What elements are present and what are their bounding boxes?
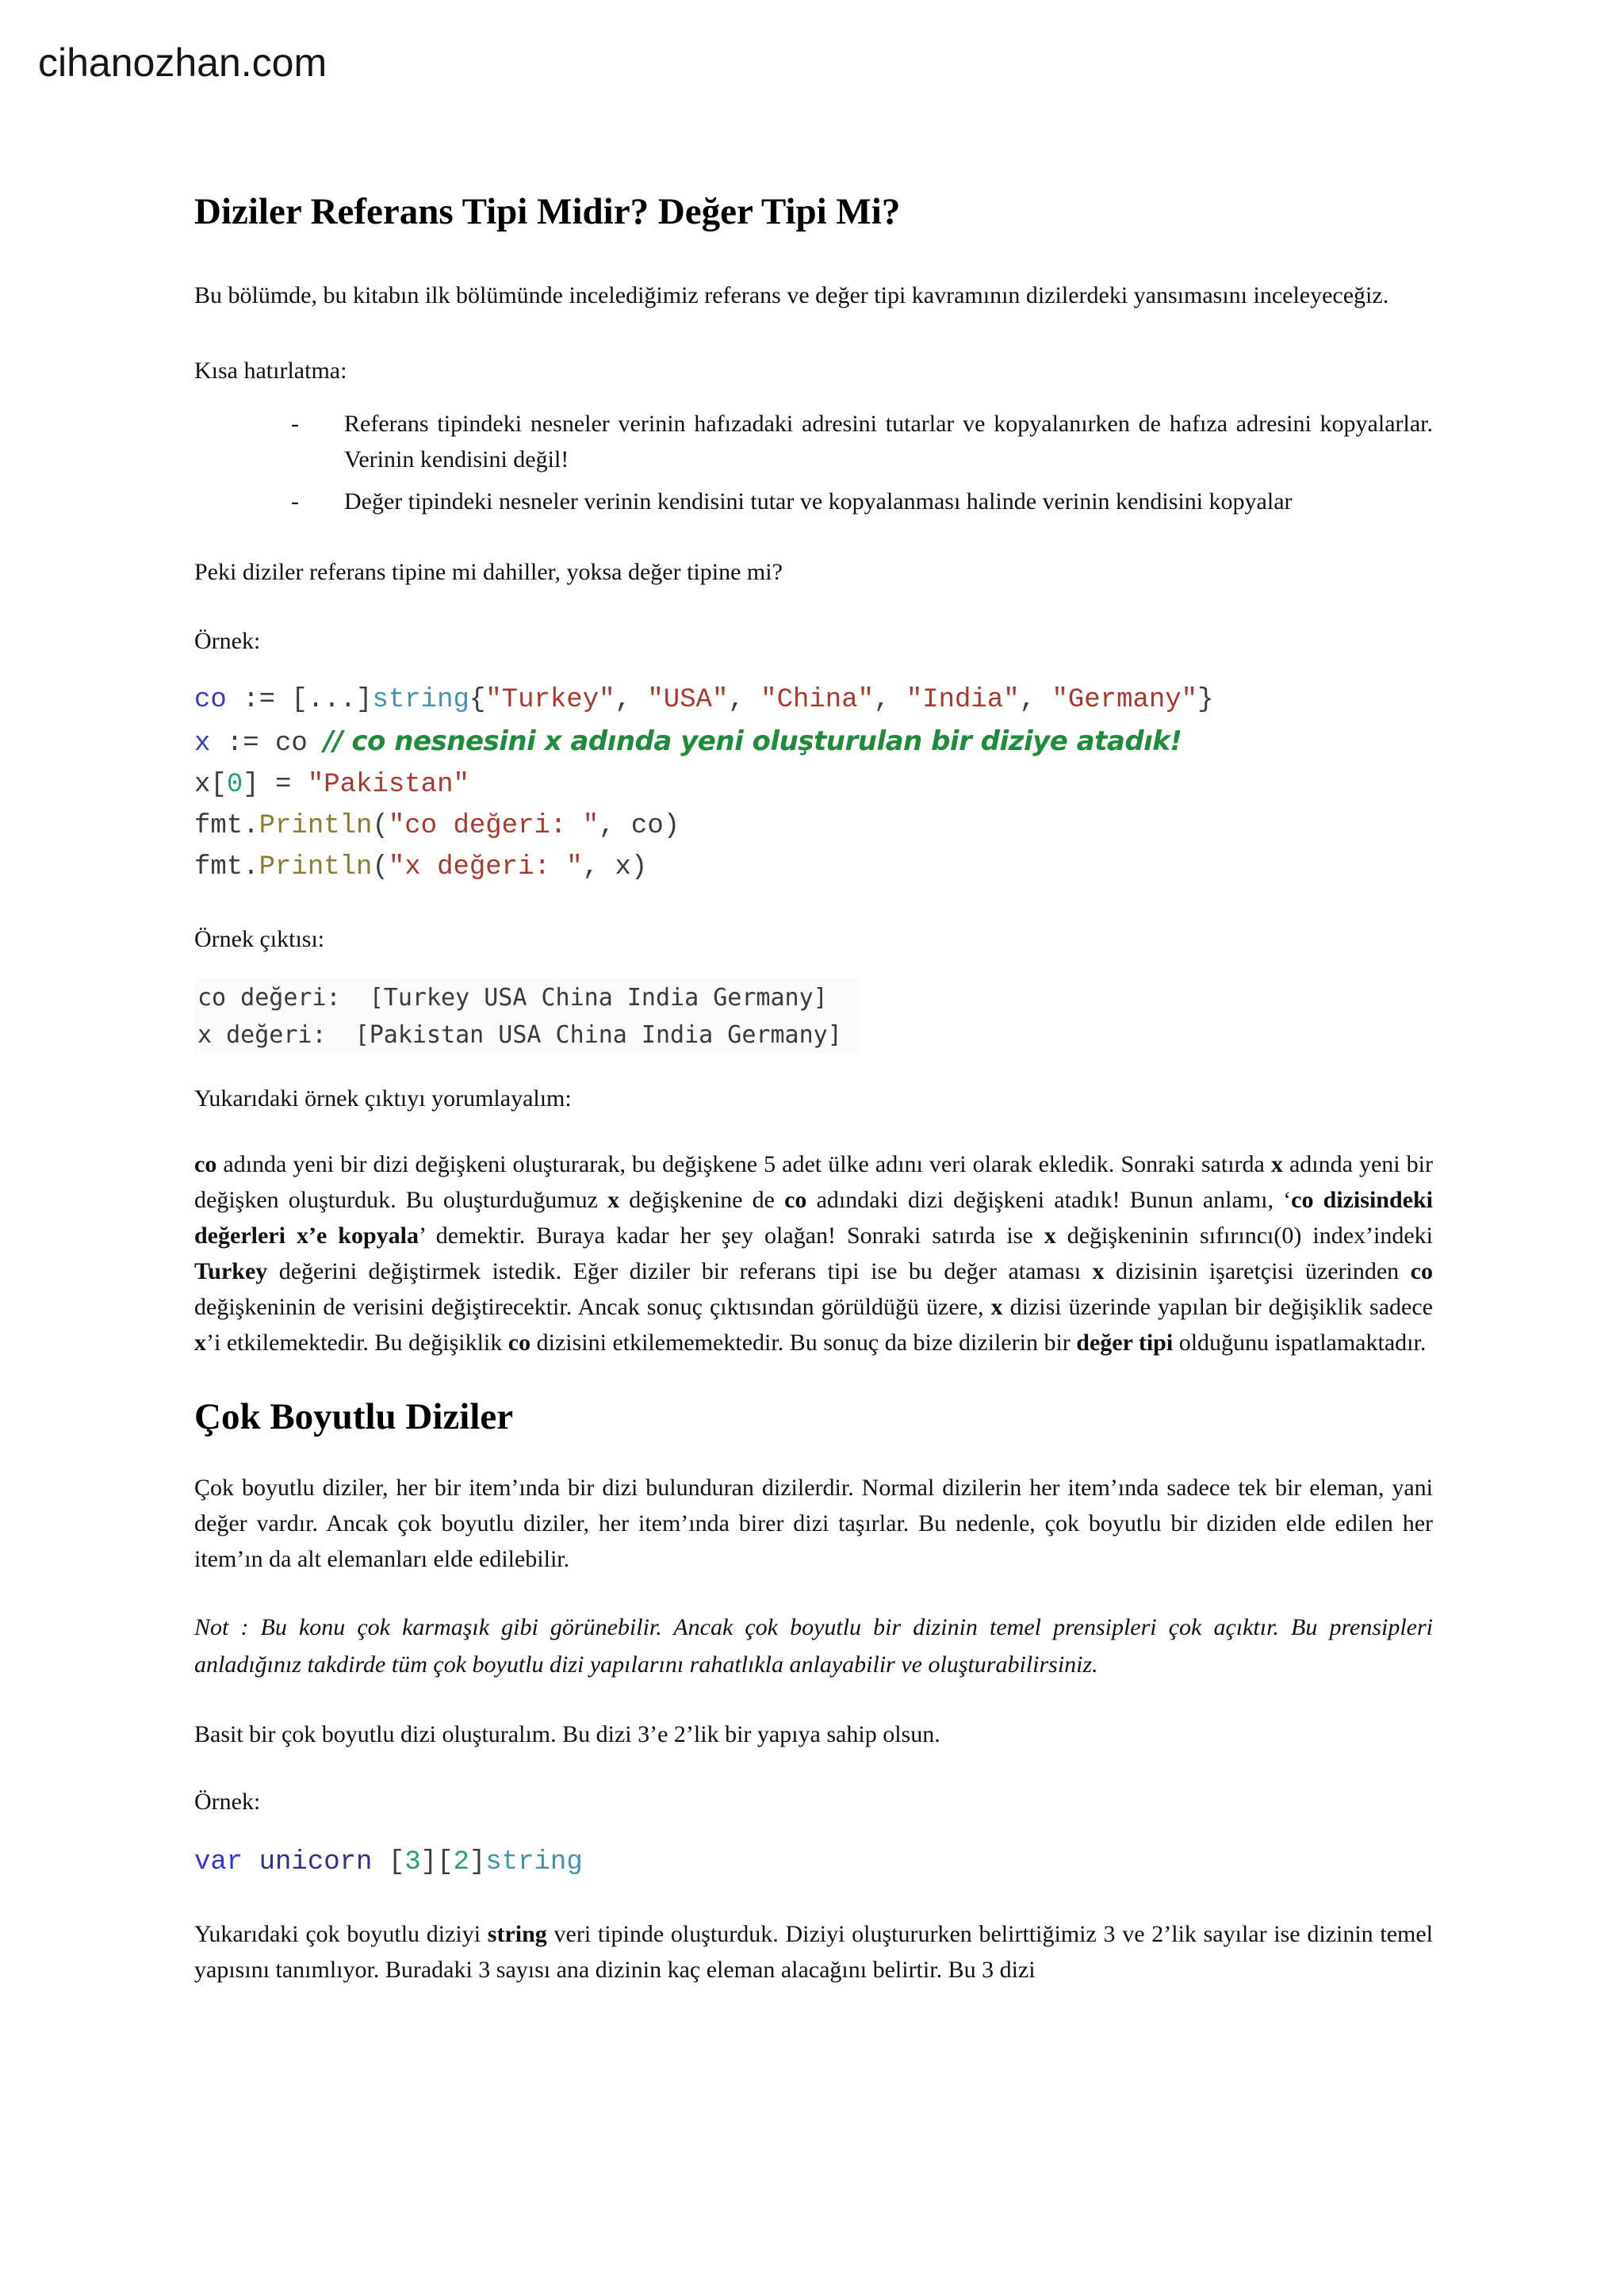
simple-array-paragraph: Basit bir çok boyutlu dizi oluşturalım. Bu dizi 3’e 2’lik bir yapıya sahip olsun. xyxy=(194,1721,940,1747)
bullet-item xyxy=(194,484,1433,519)
intro-paragraph: Bu bölümde, bu kitabın ilk bölümünde incelediğimiz referans ve değer tipi kavramının dizilerdeki yansımasını inceleyeceğiz. xyxy=(194,282,1389,308)
bullet-dash-icon: - xyxy=(291,488,299,515)
site-logo: cihanozhan.com xyxy=(38,40,327,85)
example-label-2: Örnek: xyxy=(194,1789,261,1815)
interpret-label: Yukarıdaki örnek çıktıyı yorumlayalım: xyxy=(194,1085,572,1112)
article-content xyxy=(194,190,1433,1988)
code-block-go-multidim: var unicorn [3][2]string xyxy=(194,1847,583,1877)
code-block-go-array: co := [...]string{"Turkey", "USA", "China", "India", "Germany"} x := co // co nesnesini x adında yeni oluşturulan bir diziye atadık! x[0] = "Pakistan" fmt.Println("co değeri: ", co) fmt.Println("x değeri: ", x) xyxy=(194,685,1214,882)
section1-title: Diziler Referans Tipi Midir? Değer Tipi Mi? xyxy=(194,191,901,232)
output-label: Örnek çıktısı: xyxy=(194,926,325,952)
example-label-1: Örnek: xyxy=(194,628,261,654)
note-paragraph: Not : Bu konu çok karmaşık gibi görünebilir. Ancak çok boyutlu bir dizinin temel prensipleri çok açıktır. Bu prensipleri anladığınız takdirde tüm çok boyutlu dizi yapılarını rahatlıkla anlayabilir ve oluşturabilirsiniz. xyxy=(194,1614,1433,1678)
multidim-paragraph: Çok boyutlu diziler, her bir item’ında bir dizi bulunduran dizilerdir. Normal dizilerin her item’ında sadece tek bir eleman, yani değer vardır. Ancak çok boyutlu diziler, her item’ında birer dizi taşırlar. Bu nedenle, çok boyutlu bir diziden elde edilen her item’ın da alt elemanları elde edilebilir. xyxy=(194,1475,1433,1572)
section2-title: Çok Boyutlu Diziler xyxy=(194,1396,514,1437)
bullet-list xyxy=(194,406,1433,519)
bullet-text: Referans tipindeki nesneler verinin hafızadaki adresini tutarlar ve kopyalanırken de hafıza adresini kopyalarlar. Verinin kendisini değil! xyxy=(344,411,1433,473)
question-paragraph: Peki diziler referans tipine mi dahiller, yoksa değer tipine mi? xyxy=(194,559,783,585)
bullet-item xyxy=(194,406,1433,477)
analysis-paragraph: co adında yeni bir dizi değişkeni oluşturarak, bu değişkene 5 adet ülke adını veri olarak ekledik. Sonraki satırda x adında yeni bir değişken oluşturduk. Bu oluşturduğumuz x değişkenine de co adındaki dizi değişkeni atadık! Bunun anlamı, ‘co dizisindeki değerleri x’e kopyala’ demektir. Buraya kadar her şey olağan! Sonraki satırda ise x değişkeninin sıfırıncı(0) index’indeki Turkey değerini değiştirmek istedik. Eğer diziler bir referans tipi ise bu değer ataması x dizisinin işaretçisi üzerinden co değişkeninin de verisini değiştirecektir. Ancak sonuç çıktısından görüldüğü üzere, x dizisi üzerinde yapılan bir değişiklik sadece x’i etkilemektedir. Bu değişiklik co dizisini etkilememektedir. Bu sonuç da bize dizilerin bir değer tipi olduğunu ispatlamaktadır. xyxy=(194,1151,1434,1356)
reminder-label: Kısa hatırlatma: xyxy=(194,358,347,384)
console-output: co değeri: [Turkey USA China India Germany] x değeri: [Pakistan USA China India Germany] xyxy=(194,978,861,1055)
bullet-text: Değer tipindeki nesneler verinin kendisini tutar ve kopyalanması halinde verinin kendisini kopyalar xyxy=(344,488,1293,515)
closing-paragraph: Yukarıdaki çok boyutlu diziyi string veri tipinde oluşturduk. Diziyi oluştururken belirttiğimiz 3 ve 2’lik sayılar ise dizinin temel yapısını tanımlıyor. Buradaki 3 sayısı ana dizinin kaç eleman alacağını belirtir. Bu 3 dizi xyxy=(194,1921,1434,1983)
bullet-dash-icon: - xyxy=(291,411,299,437)
